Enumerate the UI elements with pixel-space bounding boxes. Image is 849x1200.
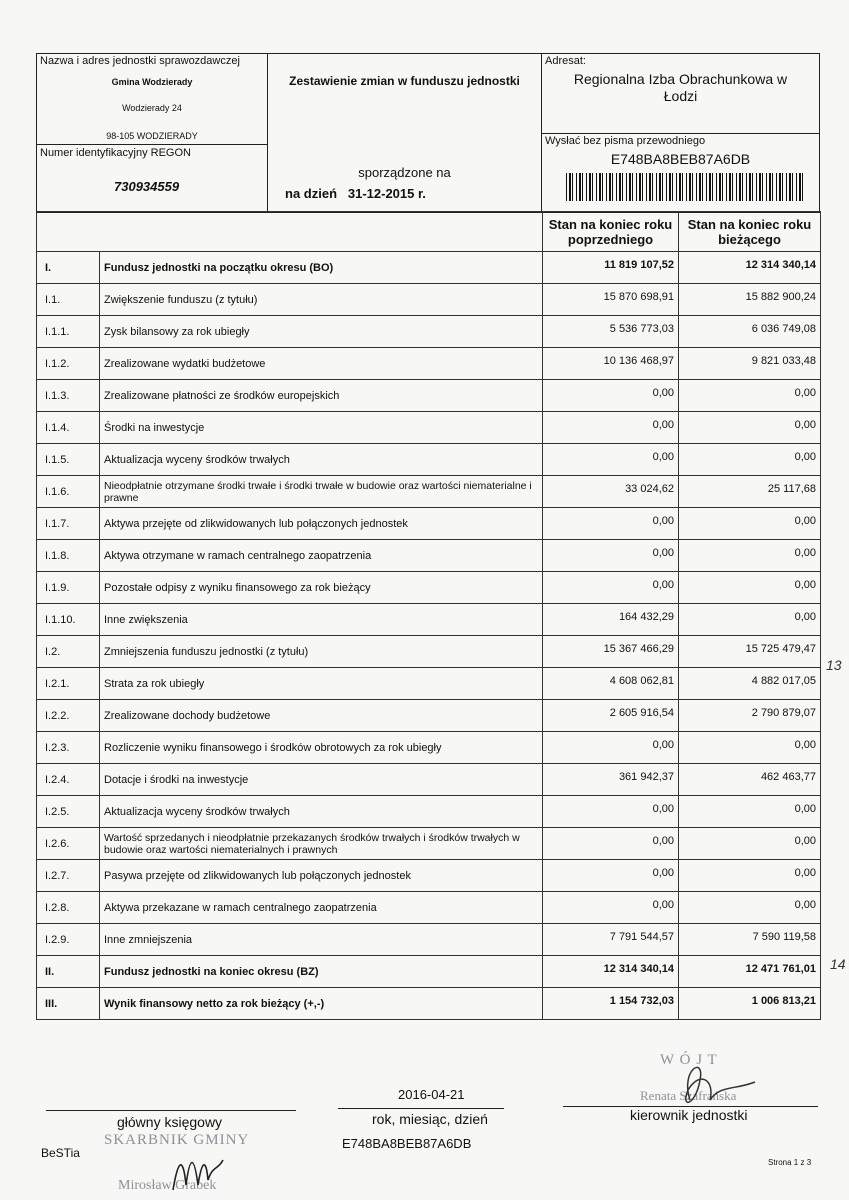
row-prev-value: 0,00 — [543, 540, 679, 572]
date-label: na dzień — [285, 186, 338, 201]
row-code: I.1.4. — [37, 412, 100, 444]
prepared-label: sporządzone na — [358, 165, 451, 180]
table-row — [37, 860, 821, 892]
row-curr-value: 0,00 — [679, 828, 821, 860]
row-code: I.2.5. — [37, 796, 100, 828]
table-row — [37, 764, 821, 796]
row-code: I.2.7. — [37, 860, 100, 892]
addressee-line1: Regionalna Izba Obrachunkowa w — [573, 71, 788, 87]
row-label: Aktywa otrzymane w ramach centralnego zaopatrzenia — [100, 540, 543, 572]
row-code: I.1.1. — [37, 316, 100, 348]
row-curr-value: 12 471 761,01 — [679, 956, 821, 988]
row-prev-value: 1 154 732,03 — [543, 988, 679, 1020]
row-prev-value: 5 536 773,03 — [543, 316, 679, 348]
col-prev-header: Stan na koniec roku poprzedniego — [543, 212, 679, 252]
row-prev-value: 164 432,29 — [543, 604, 679, 636]
row-curr-value: 15 882 900,24 — [679, 284, 821, 316]
row-code: I.1.10. — [37, 604, 100, 636]
header-empty-cell — [37, 212, 543, 252]
row-curr-value: 0,00 — [679, 540, 821, 572]
table-row — [37, 732, 821, 764]
table-row — [37, 668, 821, 700]
row-curr-value: 15 725 479,47 — [679, 636, 821, 668]
head-label: kierownik jednostki — [630, 1107, 748, 1123]
table-row — [37, 380, 821, 412]
table-row — [37, 444, 821, 476]
row-prev-value: 0,00 — [543, 828, 679, 860]
table-row — [37, 252, 821, 284]
report-date — [285, 186, 426, 201]
barcode — [566, 173, 806, 201]
row-label: Środki na inwestycje — [100, 412, 543, 444]
row-label: Zysk bilansowy za rok ubiegły — [100, 316, 543, 348]
row-curr-value: 0,00 — [679, 892, 821, 924]
row-label: Fundusz jednostki na koniec okresu (BZ) — [100, 956, 543, 988]
accountant-line — [46, 1110, 296, 1111]
row-curr-value: 0,00 — [679, 732, 821, 764]
row-label: Nieodpłatnie otrzymane środki trwałe i środki trwałe w budowie oraz wartości niematerialne i prawne — [100, 476, 543, 508]
table-row — [37, 284, 821, 316]
row-label: Pozostałe odpisy z wyniku finansowego za rok bieżący — [100, 572, 543, 604]
row-curr-value: 0,00 — [679, 860, 821, 892]
row-curr-value: 0,00 — [679, 444, 821, 476]
row-prev-value: 0,00 — [543, 732, 679, 764]
row-label: Zrealizowane dochody budżetowe — [100, 700, 543, 732]
row-prev-value: 2 605 916,54 — [543, 700, 679, 732]
table-row — [37, 796, 821, 828]
row-label: Zrealizowane wydatki budżetowe — [100, 348, 543, 380]
row-label: Wartość sprzedanych i nieodpłatnie przekazanych środków trwałych i środków trwałych w budowie oraz wartości niematerialnych i prawnych — [100, 828, 543, 860]
doc-code: E748BA8BEB87A6DB — [610, 151, 751, 167]
stamp-wojt: W Ó J T — [660, 1052, 718, 1068]
margin-note-2: 14 — [830, 956, 846, 972]
row-label: Pasywa przejęte od zlikwidowanych lub połączonych jednostek — [100, 860, 543, 892]
row-curr-value: 9 821 033,48 — [679, 348, 821, 380]
row-code: I.2.2. — [37, 700, 100, 732]
row-prev-value: 11 819 107,52 — [543, 252, 679, 284]
row-label: Aktywa przekazane w ramach centralnego zaopatrzenia — [100, 892, 543, 924]
margin-note-1: 13 — [826, 657, 842, 673]
row-prev-value: 33 024,62 — [543, 476, 679, 508]
accountant-label: główny księgowy — [117, 1114, 223, 1130]
row-code: I.2.1. — [37, 668, 100, 700]
table-row — [37, 988, 821, 1020]
row-prev-value: 10 136 468,97 — [543, 348, 679, 380]
row-code: I.1. — [37, 284, 100, 316]
table-row — [37, 540, 821, 572]
row-prev-value: 0,00 — [543, 860, 679, 892]
table-row — [37, 636, 821, 668]
table-row — [37, 412, 821, 444]
row-prev-value: 0,00 — [543, 892, 679, 924]
table-row — [37, 956, 821, 988]
software-name: BeSTia — [41, 1146, 80, 1160]
row-label: Fundusz jednostki na początku okresu (BO) — [100, 252, 543, 284]
table-row — [37, 924, 821, 956]
table-header-row — [37, 212, 821, 252]
col-curr-header: Stan na koniec roku bieżącego — [679, 212, 821, 252]
row-prev-value: 0,00 — [543, 444, 679, 476]
stamp-treasurer: SKARBNIK GMINY — [104, 1132, 250, 1148]
row-curr-value: 12 314 340,14 — [679, 252, 821, 284]
row-code: I.2.4. — [37, 764, 100, 796]
row-curr-value: 0,00 — [679, 412, 821, 444]
table-row — [37, 476, 821, 508]
stamp-treasurer-name: Mirosław Grabek — [118, 1178, 217, 1193]
row-label: Aktualizacja wyceny środków trwałych — [100, 796, 543, 828]
row-prev-value: 361 942,37 — [543, 764, 679, 796]
unit-postcode: 98-105 WODZIERADY — [106, 131, 198, 141]
row-curr-value: 0,00 — [679, 508, 821, 540]
page-number: Strona 1 z 3 — [768, 1158, 812, 1167]
row-code: III. — [37, 988, 100, 1020]
footer-date: 2016-04-21 — [398, 1087, 465, 1102]
regon-value: 730934559 — [114, 179, 180, 194]
send-label: Wysłać bez pisma przewodniego — [545, 135, 706, 147]
row-code: I.1.6. — [37, 476, 100, 508]
signature-treasurer — [168, 1140, 228, 1200]
row-prev-value: 0,00 — [543, 380, 679, 412]
signature-head — [660, 1050, 770, 1120]
row-label: Zmniejszenia funduszu jednostki (z tytułu) — [100, 636, 543, 668]
row-label: Wynik finansowy netto za rok bieżący (+,-) — [100, 988, 543, 1020]
row-label: Aktywa przejęte od zlikwidowanych lub połączonych jednostek — [100, 508, 543, 540]
date-caption: rok, miesiąc, dzień — [372, 1111, 488, 1127]
row-curr-value: 7 590 119,58 — [679, 924, 821, 956]
row-code: I.2.8. — [37, 892, 100, 924]
row-code: I.1.7. — [37, 508, 100, 540]
row-label: Dotacje i środki na inwestycje — [100, 764, 543, 796]
table-row — [37, 508, 821, 540]
send-divider — [541, 133, 820, 134]
row-curr-value: 0,00 — [679, 604, 821, 636]
footer-doc-code: E748BA8BEB87A6DB — [342, 1136, 472, 1151]
row-prev-value: 4 608 062,81 — [543, 668, 679, 700]
row-prev-value: 15 870 698,91 — [543, 284, 679, 316]
row-code: I.1.2. — [37, 348, 100, 380]
row-code: I.1.8. — [37, 540, 100, 572]
row-code: I.2.9. — [37, 924, 100, 956]
table-row — [37, 700, 821, 732]
regon-label: Numer identyfikacyjny REGON — [40, 147, 191, 159]
addressee-label: Adresat: — [545, 55, 586, 67]
stamp-head-name: Renata Szafrańska — [640, 1088, 737, 1103]
row-code: I.2.6. — [37, 828, 100, 860]
row-curr-value: 0,00 — [679, 380, 821, 412]
row-prev-value: 12 314 340,14 — [543, 956, 679, 988]
date-line — [338, 1108, 504, 1109]
row-code: I.1.9. — [37, 572, 100, 604]
row-curr-value: 462 463,77 — [679, 764, 821, 796]
regon-divider — [36, 144, 268, 145]
row-prev-value: 0,00 — [543, 412, 679, 444]
row-code: I.1.5. — [37, 444, 100, 476]
row-prev-value: 0,00 — [543, 508, 679, 540]
row-code: I.2.3. — [37, 732, 100, 764]
table-row — [37, 572, 821, 604]
row-label: Rozliczenie wyniku finansowego i środków obrotowych za rok ubiegły — [100, 732, 543, 764]
table-row — [37, 316, 821, 348]
unit-label: Nazwa i adres jednostki sprawozdawczej — [40, 55, 240, 67]
row-prev-value: 0,00 — [543, 796, 679, 828]
row-code: II. — [37, 956, 100, 988]
unit-name: Gmina Wodzierady — [111, 77, 193, 87]
row-curr-value: 1 006 813,21 — [679, 988, 821, 1020]
row-label: Zwiększenie funduszu (z tytułu) — [100, 284, 543, 316]
row-label: Inne zmniejszenia — [100, 924, 543, 956]
unit-street: Wodzierady 24 — [122, 103, 182, 113]
row-curr-value: 25 117,68 — [679, 476, 821, 508]
row-code: I.1.3. — [37, 380, 100, 412]
row-label: Aktualizacja wyceny środków trwałych — [100, 444, 543, 476]
table-row — [37, 348, 821, 380]
row-label: Inne zwiększenia — [100, 604, 543, 636]
row-curr-value: 4 882 017,05 — [679, 668, 821, 700]
date-value: 31-12-2015 r. — [347, 186, 426, 201]
row-curr-value: 0,00 — [679, 572, 821, 604]
row-curr-value: 6 036 749,08 — [679, 316, 821, 348]
row-curr-value: 2 790 879,07 — [679, 700, 821, 732]
row-code: I.2. — [37, 636, 100, 668]
fund-changes-table — [36, 211, 821, 1020]
row-label: Zrealizowane płatności ze środków europejskich — [100, 380, 543, 412]
row-label: Strata za rok ubiegły — [100, 668, 543, 700]
table-row — [37, 604, 821, 636]
report-title: Zestawienie zmian w funduszu jednostki — [289, 74, 520, 88]
row-curr-value: 0,00 — [679, 796, 821, 828]
row-prev-value: 7 791 544,57 — [543, 924, 679, 956]
addressee-line2: Łodzi — [663, 88, 698, 104]
table-row — [37, 892, 821, 924]
table-row — [37, 828, 821, 860]
row-prev-value: 15 367 466,29 — [543, 636, 679, 668]
row-prev-value: 0,00 — [543, 572, 679, 604]
row-code: I. — [37, 252, 100, 284]
